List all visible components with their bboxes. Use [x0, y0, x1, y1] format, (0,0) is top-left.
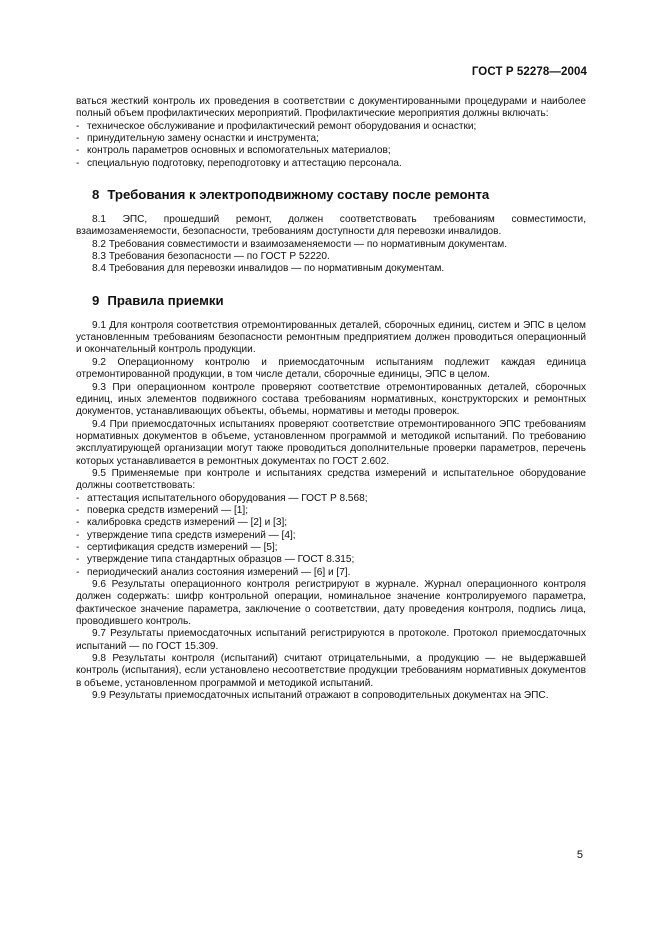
- paragraph-9-8: 9.8 Результаты контроля (испытаний) считают отрицательными, а продукцию — не выдержавшей контроль (испытания), если установлено несоответствие продукции требованиям нормативных документов в объеме, установленном программой и методикой испытаний.: [76, 653, 586, 689]
- list-item: - аттестация испытательного оборудования — ГОСТ Р 8.568;: [76, 492, 368, 504]
- list-item: - утверждение типа стандартных образцов — ГОСТ 8.315;: [76, 554, 355, 566]
- document-id: ГОСТ Р 52278—2004: [471, 66, 587, 78]
- list-item: - сертификация средств измерений — [5];: [76, 541, 278, 553]
- paragraph-9-1: 9.1 Для контроля соответствия отремонтированных деталей, сборочных единиц, систем и ЭПС в целом установленным требованиям безопасности ремонтным предприятием должен проводиться операционный и окончательный контроль продукции.: [76, 319, 586, 356]
- list-item: - утверждение типа средств измерений — [4];: [76, 529, 296, 541]
- paragraph-8-4: 8.4 Требования для перевозки инвалидов — по нормативным документам.: [92, 263, 445, 275]
- list-item: - периодический анализ состояния измерений — [6] и [7].: [76, 566, 351, 578]
- paragraph-9-2: 9.2 Операционному контролю и приемосдаточным испытаниям подлежит каждая единица отремонтированной продукции, в том числе детали, сборочные единицы, ЭПС в целом.: [76, 356, 586, 381]
- paragraph-9-7: 9.7 Результаты приемосдаточных испытаний регистрируются в протоколе. Протокол приемосдаточных испытаний — по ГОСТ 15.309.: [76, 628, 586, 652]
- list-item: - техническое обслуживание и профилактический ремонт оборудования и оснастки;: [76, 120, 477, 132]
- list-item: - калибровка средств измерений — [2] и [3];: [76, 517, 288, 529]
- section-8-title: 8 Требования к электроподвижному составу после ремонта: [92, 187, 490, 203]
- list-item: - принудительную замену оснастки и инструмента;: [76, 133, 319, 145]
- paragraph-8-2: 8.2 Требования совместимости и взаимозаменяемости — по нормативным документам.: [92, 238, 508, 250]
- section-9-title: 9 Правила приемки: [92, 292, 224, 308]
- list-item: - специальную подготовку, переподготовку и аттестацию персонала.: [76, 157, 402, 169]
- maintenance-list: [76, 121, 586, 170]
- paragraph-9-3: 9.3 При операционном контроле проверяют соответствие отремонтированных деталей, сборочных единиц, иных элементов подвижного состава требованиям нормативных, конструкторских и ремонтных документов, устанавливающих объекты, объемы, нормативы и методы проверок.: [76, 381, 586, 418]
- page-number: 5: [576, 849, 583, 861]
- paragraph-9-9: 9.9 Результаты приемосдаточных испытаний отражают в сопроводительных документах на ЭПС.: [92, 690, 549, 702]
- paragraph-8-3: 8.3 Требования безопасности — по ГОСТ Р 52220.: [92, 251, 330, 263]
- paragraph-9-5: 9.5 Применяемые при контроле и испытаниях средства измерений и испытательное оборудование должны соответствовать:: [76, 467, 586, 492]
- list-item: - контроль параметров основных и вспомогательных материалов;: [76, 145, 391, 157]
- page-body: [76, 96, 586, 702]
- intro-paragraph: ваться жесткий контроль их проведения в соответствии с документированными процедурами и наиболее полный объем профилактических мероприятий. Профилактические мероприятия должны включать:: [76, 96, 586, 120]
- measurement-requirements-list: [76, 493, 586, 579]
- paragraph-9-6: 9.6 Результаты операционного контроля регистрируют в журнале. Журнал операционного контроля должен содержать: шифр контрольной операции, номинальное значение контролируемого параметра, фактическое значение параметра, заключение о соответствии, дату проведения контроля, подпись лица, проводившего контроль.: [76, 579, 586, 628]
- paragraph-8-1: 8.1 ЭПС, прошедший ремонт, должен соответствовать требованиям совместимости, взаимозаменяемости, безопасности, требованиям доступности для перевозки инвалидов.: [76, 214, 586, 238]
- paragraph-9-4: 9.4 При приемосдаточных испытаниях проверяют соответствие отремонтированного ЭПС требованиям нормативных документов в объеме, установленном программой и методикой испытаний. По требованию эксплуатирующей организации могут также проводиться дополнительные проверки параметров, перечень которых устанавливается в ремонтных документах по ГОСТ 2.602.: [76, 418, 586, 467]
- list-item: - поверка средств измерений — [1];: [76, 504, 249, 516]
